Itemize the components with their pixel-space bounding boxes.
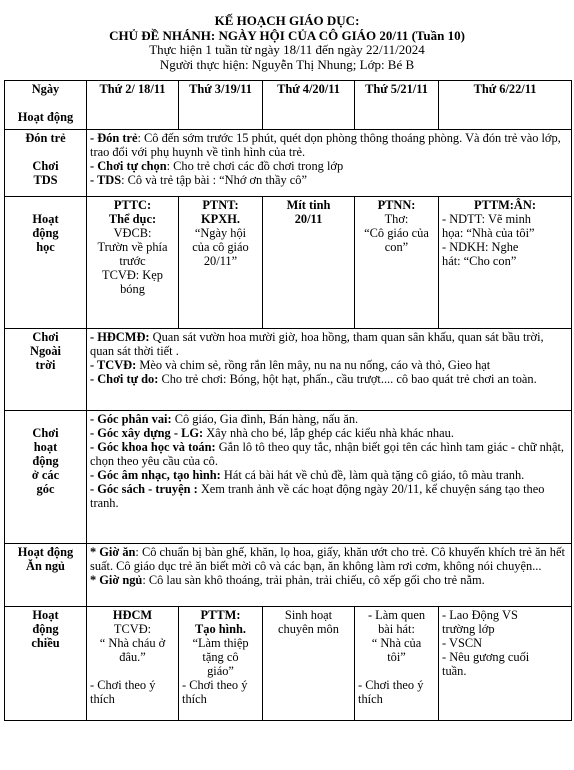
- table-header-row: [5, 81, 572, 130]
- text-table-hoat_dong_hoc-tue-l2: của cô giáo: [192, 240, 249, 254]
- text-table-hoat_dong_hoc-wed-head1: Mít tinh: [286, 198, 331, 212]
- lesson-wed: [263, 197, 355, 329]
- row-label-an-ngu: [5, 544, 87, 607]
- text-table-corner-line2: Hoạt động: [17, 110, 74, 124]
- text-table-don_tre-label-1: Chơi: [32, 159, 59, 173]
- plan-title: KẾ HOẠCH GIÁO DỤC:: [214, 13, 360, 28]
- text-table-chieu-label-2: chiều: [31, 636, 60, 650]
- text-table-chieu-label-1: động: [32, 622, 59, 636]
- text-table-hoat_dong_hoc-fri-l3: - NDKH: Nghe: [442, 240, 519, 254]
- day-header-mon: Thứ 2/ 18/11: [87, 81, 179, 130]
- text-table-choi_goc-label-2: động: [32, 454, 59, 468]
- text-table-don_tre-l2_t: : Cho trẻ chơi các đồ chơi trong lớp: [166, 159, 344, 173]
- lesson-thu: [355, 197, 439, 329]
- text-table-chieu-fri-l1: - Lao Động VS: [442, 608, 518, 622]
- choi-ngoai-troi-content: [87, 329, 572, 411]
- text-table-an_ngu-label-0: Hoạt động: [17, 545, 74, 559]
- row-don-tre: [5, 130, 572, 197]
- text-table-chieu-wed-l1: Sinh hoạt: [284, 608, 333, 622]
- corner-cell: [5, 81, 87, 130]
- text-table-hoat_dong_hoc-mon-l1: VĐCB:: [113, 226, 152, 240]
- text-table-choi_goc-label-0: Chơi: [32, 426, 59, 440]
- weekly-plan-table: [4, 80, 572, 721]
- text-table-chieu-fri-l2: trường lớp: [442, 622, 495, 636]
- text-table-choi_goc-label-4: góc: [36, 482, 55, 496]
- text-table-an_ngu-label-1: Ăn ngủ: [26, 559, 65, 573]
- text-table-chieu-tue-head1: PTTM:: [200, 608, 241, 622]
- text-table-hoat_dong_hoc-mon-l2: Trườn về phía: [97, 240, 168, 254]
- text-table-choi_goc-l5_b: - Góc sách - truyện :: [90, 482, 198, 496]
- text-table-choi_ngoai_troi-l1_b: - HĐCMĐ:: [90, 330, 150, 344]
- text-table-chieu-wed-l2: chuyên môn: [278, 622, 339, 636]
- text-table-chieu-thu-l5: - Chơi theo ý: [358, 678, 424, 692]
- text-table-choi_goc-l2_t: Xây nhà cho bé, lắp ghép các kiểu nhà khác nhau.: [203, 426, 454, 440]
- text-table-chieu-tue-head2: Tạo hình.: [195, 622, 246, 636]
- don-tre-content: [87, 130, 572, 197]
- text-table-hoat_dong_hoc-mon-head2: Thể dục:: [108, 212, 157, 226]
- text-table-hoat_dong_hoc-tue-l3: 20/11”: [203, 254, 238, 268]
- text-table-choi_ngoai_troi-l3_b: - Chơi tự do:: [90, 372, 159, 386]
- afternoon-thu: [355, 607, 439, 721]
- lesson-fri: [439, 197, 572, 329]
- day-header-tue: Thứ 3/19/11: [179, 81, 263, 130]
- text-table-an_ngu-l2_t: : Cô lau sàn khô thoáng, trải phản, trải chiếu, cô xếp gối cho trẻ nằm.: [142, 573, 485, 587]
- day-header-wed: Thứ 4/20/11: [263, 81, 355, 130]
- text-table-hoat_dong_hoc-mon-head1: PTTC:: [113, 198, 152, 212]
- text-table-hoat_dong_hoc-tue-head2: KPXH.: [201, 212, 240, 226]
- text-table-choi_ngoai_troi-l2_t: Mèo và chim sẻ, rồng rắn lên mây, nu na nu nống, cáo và thỏ, Gieo hạt: [136, 358, 491, 372]
- afternoon-tue: [179, 607, 263, 721]
- text-table-chieu-tue-l1: “Làm thiệp: [192, 636, 249, 650]
- text-table-chieu-tue-l3: giáo”: [207, 664, 234, 678]
- text-table-hoat_dong_hoc-label-2: học: [36, 240, 55, 254]
- text-table-choi_goc-l2_b: - Góc xây dựng - LG:: [90, 426, 204, 440]
- row-choi-goc: [5, 411, 572, 544]
- row-label-hoat-dong-hoc: [5, 197, 87, 329]
- text-table-chieu-label-0: Hoạt: [32, 608, 59, 622]
- text-table-choi_ngoai_troi-label-2: trời: [35, 358, 56, 372]
- text-table-chieu-tue-l2: tặng cô: [202, 650, 239, 664]
- text-table-chieu-thu-l6: thích: [358, 692, 383, 706]
- row-an-ngu: [5, 544, 572, 607]
- text-table-hoat_dong_hoc-mon-l5: bóng: [120, 282, 145, 296]
- text-table-choi_goc-label-3: ở các: [31, 468, 60, 482]
- afternoon-wed: [263, 607, 355, 721]
- row-label-chieu: [5, 607, 87, 721]
- day-header-fri: Thứ 6/22/11: [439, 81, 572, 130]
- text-table-chieu-mon-l3: đâu.”: [119, 650, 146, 664]
- text-table-choi_goc-l4_t: Hát cá bài hát về chủ đề, làm quà tặng cô giáo, tô màu tranh.: [220, 468, 525, 482]
- text-table-chieu-thu-l3: “ Nhà của: [371, 636, 422, 650]
- text-table-chieu-fri-l5: tuần.: [442, 664, 467, 678]
- text-table-choi_goc-l3_t: Gắn lô tô theo quy tắc, nhận biết gọi tên các hình tam giác - chữ nhật, chọn theo yêu cầu của cô.: [90, 440, 565, 468]
- row-label-don-tre: [5, 130, 87, 197]
- text-table-hoat_dong_hoc-tue-head1: PTNT:: [202, 198, 239, 212]
- text-table-don_tre-l2_b: - Chơi tự chọn: [90, 159, 167, 173]
- text-table-choi_goc-l4_b: - Góc âm nhạc, tạo hình:: [90, 468, 221, 482]
- row-choi-ngoai-troi: [5, 329, 572, 411]
- text-table-hoat_dong_hoc-label-0: Hoạt: [32, 212, 59, 226]
- text-table-choi_goc-l5_t: Xem tranh ảnh về các hoạt động ngày 20/11, kể chuyện sáng tạo theo tranh.: [90, 482, 545, 510]
- text-table-chieu-mon-l2: “ Nhà cháu ở: [99, 636, 166, 650]
- text-table-don_tre-l3_t: : Cô và trẻ tập bài : “Nhớ ơn thầy cô”: [121, 173, 307, 187]
- date-range: Thực hiện 1 tuần từ ngày 18/11 đến ngày 22/11/2024: [149, 42, 425, 57]
- text-table-chieu-mon-l4: - Chơi theo ý: [90, 678, 156, 692]
- afternoon-mon: [87, 607, 179, 721]
- afternoon-fri: [439, 607, 572, 721]
- text-table-hoat_dong_hoc-thu-l1: Thơ:: [384, 212, 409, 226]
- text-table-don_tre-l1_t: : Cô đến sớm trước 15 phút, quét dọn phòng thông thoáng phòng. Và đón trẻ vào lớp, trao đổi với phụ huynh về tình hình của trẻ.: [90, 131, 561, 159]
- text-table-choi_ngoai_troi-label-1: Ngoài: [30, 344, 61, 358]
- text-table-choi_goc-l1_b: - Góc phân vai:: [90, 412, 172, 426]
- day-header-thu: Thứ 5/21/11: [355, 81, 439, 130]
- row-chieu: [5, 607, 572, 721]
- text-table-hoat_dong_hoc-thu-l3: con”: [384, 240, 409, 254]
- text-table-choi_ngoai_troi-l2_b: - TCVĐ:: [90, 358, 137, 372]
- text-table-chieu-thu-l1: - Làm quen: [367, 608, 426, 622]
- text-table-chieu-thu-l4: tôi”: [387, 650, 406, 664]
- text-table-hoat_dong_hoc-wed-head2: 20/11: [294, 212, 323, 226]
- text-table-hoat_dong_hoc-fri-l4: hát: “Cho con”: [442, 254, 517, 268]
- lesson-mon: [87, 197, 179, 329]
- text-table-chieu-mon-l5: thích: [90, 692, 115, 706]
- text-table-chieu-mon-l1: TCVĐ:: [113, 622, 152, 636]
- row-hoat-dong-hoc: [5, 197, 572, 329]
- text-table-hoat_dong_hoc-mon-l3: trước: [119, 254, 146, 268]
- text-table-hoat_dong_hoc-tue-l1: “Ngày hội: [194, 226, 247, 240]
- text-table-hoat_dong_hoc-fri-head1: PTTM:ÂN:: [474, 198, 536, 212]
- text-table-corner-line1: Ngày: [31, 82, 60, 96]
- lesson-tue: [179, 197, 263, 329]
- text-table-an_ngu-l1_b: * Giờ ăn: [90, 545, 136, 559]
- text-table-choi_goc-label-1: hoạt: [33, 440, 58, 454]
- row-label-choi-ngoai-troi: [5, 329, 87, 411]
- an-ngu-content: [87, 544, 572, 607]
- text-table-hoat_dong_hoc-label-1: động: [32, 226, 59, 240]
- text-table-chieu-thu-l2: bài hát:: [378, 622, 415, 636]
- text-table-chieu-mon-head: HĐCM: [112, 608, 153, 622]
- theme-title: CHỦ ĐỀ NHÁNH: NGÀY HỘI CỦA CÔ GIÁO 20/11 (Tuần 10): [109, 27, 465, 43]
- text-table-hoat_dong_hoc-fri-l2: họa: “Nhà của tôi”: [442, 226, 535, 240]
- text-table-chieu-fri-l3: - VSCN: [442, 636, 483, 650]
- teacher-class: Người thực hiện: Nguyễn Thị Nhung; Lớp: Bé B: [159, 56, 415, 72]
- text-table-chieu-tue-l5: thích: [182, 692, 207, 706]
- text-table-choi_goc-l3_b: - Góc khoa học và toán:: [90, 440, 216, 454]
- text-table-chieu-fri-l4: - Nêu gương cuối: [442, 650, 530, 664]
- text-table-don_tre-label-2: TDS: [33, 173, 58, 187]
- document-header: [0, 14, 574, 72]
- row-label-choi-goc: [5, 411, 87, 544]
- text-table-choi_ngoai_troi-l1_t: Quan sát vườn hoa mười giờ, hoa hồng, tham quan sân khấu, quan sát bầu trời, quan sát thời tiết .: [90, 330, 544, 358]
- text-table-hoat_dong_hoc-fri-l1: - NDTT: Vẽ minh: [442, 212, 531, 226]
- text-table-hoat_dong_hoc-mon-l4: TCVĐ: Kẹp: [102, 268, 163, 282]
- text-table-chieu-tue-l4: - Chơi theo ý: [182, 678, 248, 692]
- choi-goc-content: [87, 411, 572, 544]
- text-table-an_ngu-l1_t: : Cô chuẩn bị bàn ghế, khăn, lọ hoa, giấy, khăn ướt cho trẻ. Cô khuyến khích trẻ ăn hết suất. Cô giáo dục trẻ ăn biết mời cô và các bạn, ăn không làm rơi cơm, không nói chuyện...: [90, 545, 565, 573]
- text-table-choi_goc-l1_t: Cô giáo, Gia đình, Bán hàng, nấu ăn.: [171, 412, 359, 426]
- text-table-hoat_dong_hoc-thu-head1: PTNN:: [377, 198, 416, 212]
- text-table-don_tre-l3_b: - TDS: [90, 173, 122, 187]
- text-table-hoat_dong_hoc-thu-l2: “Cô giáo của: [364, 226, 429, 240]
- text-table-don_tre-l1_b: - Đón trẻ: [90, 131, 138, 145]
- text-table-choi_ngoai_troi-l3_t: Cho trẻ chơi: Bóng, hột hạt, phấn., cầu trượt.... cô bao quát trẻ chơi an toàn.: [158, 372, 537, 386]
- text-table-choi_ngoai_troi-label-0: Chơi: [32, 330, 59, 344]
- text-table-don_tre-label-0: Đón trẻ: [25, 131, 66, 145]
- text-table-an_ngu-l2_b: * Giờ ngủ: [90, 573, 143, 587]
